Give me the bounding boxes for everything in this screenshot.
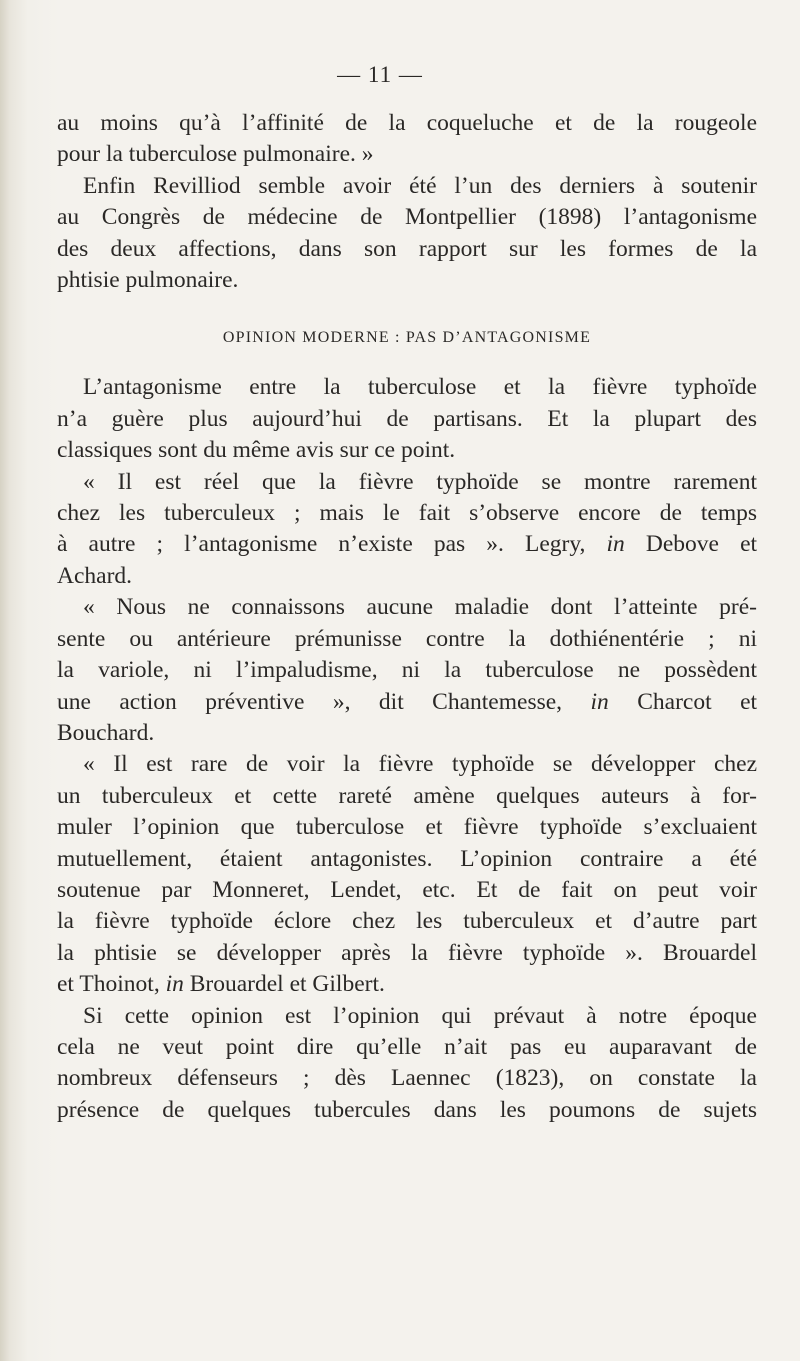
text-run: une action préventive », dit Chantemesse, <box>57 688 563 715</box>
text-line: au moins qu’à l’affinité de la coqueluche et de la rougeole <box>57 110 757 136</box>
paragraph-4 <box>57 467 757 593</box>
text-run: Charcot et <box>637 688 758 715</box>
text-line: sente ou antérieure prémunisse contre la dothiénentérie ; ni <box>57 625 757 652</box>
text-line: des deux affections, dans son rapport sur les formes de la <box>57 235 757 262</box>
text-line <box>57 687 757 718</box>
italic-in: in <box>590 688 609 715</box>
italic-in: in <box>606 531 625 558</box>
text-line: « Il est rare de voir la fièvre typhoïde se développer chez <box>83 751 757 778</box>
text-line: muler l’opinion que tuberculose et fièvre typhoïde s’excluaient <box>57 814 757 841</box>
paragraph-2 <box>57 171 757 297</box>
text-line: classiques sont du même avis sur ce point. <box>57 437 456 464</box>
text-line: Bouchard. <box>57 719 155 746</box>
text-line: présence de quelques tubercules dans les poumons de sujets <box>57 1096 757 1123</box>
text-line: la fièvre typhoïde éclore chez les tuberculeux et d’autre part <box>57 908 757 935</box>
text-line <box>57 529 757 560</box>
text-line: mutuellement, étaient antagonistes. L’opinion contraire a été <box>57 845 757 872</box>
text-run: et Thoinot, <box>57 971 160 998</box>
text-line: chez les tuberculeux ; mais le fait s’observe encore de temps <box>57 500 757 527</box>
text-line: soutenue par Monneret, Lendet, etc. Et de fait on peut voir <box>57 876 757 903</box>
text-line: phtisie pulmonaire. <box>57 267 239 294</box>
text-line: n’a guère plus aujourd’hui de partisans. Et la plupart des <box>57 405 757 432</box>
italic-in: in <box>165 971 184 998</box>
paragraph-7 <box>57 1001 757 1127</box>
paragraph-1 <box>57 108 757 171</box>
text-line: pour la tuberculose pulmonaire. » <box>57 141 374 168</box>
paragraph-6 <box>57 749 757 1000</box>
text-line: « Il est réel que la fièvre typhoïde se montre rarement <box>83 468 757 495</box>
text-line: la variole, ni l’impaludisme, ni la tuberculose ne possèdent <box>57 657 757 684</box>
text-line: un tuberculeux et cette rareté amène quelques auteurs à for- <box>57 782 757 809</box>
text-run: à autre ; l’antagonisme n’existe pas ». Legry, <box>57 531 586 558</box>
paragraph-3 <box>57 372 757 466</box>
section-heading: OPINION MODERNE : PAS D’ANTAGONISME <box>222 329 592 347</box>
text-run: Debove et <box>645 531 758 558</box>
body-text <box>57 108 757 1126</box>
text-line: nombreux défenseurs ; dès Laennec (1823), on constate la <box>57 1065 757 1092</box>
page-number: — 11 — <box>337 62 423 87</box>
text-line: cela ne veut point dire qu’elle n’ait pas eu auparavant de <box>57 1033 757 1060</box>
paragraph-5 <box>57 592 757 749</box>
text-line: « Nous ne connaissons aucune maladie dont l’atteinte pré- <box>83 594 757 621</box>
text-line: Si cette opinion est l’opinion qui prévaut à notre époque <box>83 1002 757 1029</box>
text-run: Brouardel et Gilbert. <box>189 971 385 998</box>
text-line: au Congrès de médecine de Montpellier (1898) l’antagonisme <box>57 204 757 231</box>
text-line: Achard. <box>57 562 133 589</box>
text-line: Enfin Revilliod semble avoir été l’un des derniers à soutenir <box>83 172 757 199</box>
text-line: L’antagonisme entre la tuberculose et la fièvre typhoïde <box>83 374 757 401</box>
text-line: la phtisie se développer après la fièvre typhoïde ». Brouardel <box>57 939 757 966</box>
text-line <box>57 969 757 1000</box>
